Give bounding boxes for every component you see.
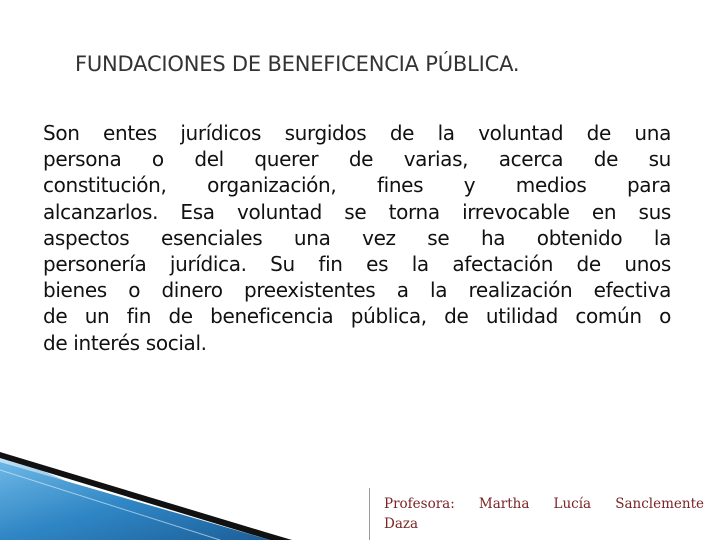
footer-credit: [384, 494, 704, 534]
body-line: bienes o dinero preexistentes a la realización efectiva: [43, 278, 671, 303]
body-line: aspectos esenciales una vez se ha obtenido la: [43, 225, 671, 250]
body-line: constitución, organización, fines y medios para: [43, 173, 671, 198]
body-line: Son entes jurídicos surgidos de la voluntad de una: [43, 121, 671, 145]
body-line: persona o del querer de varias, acerca de su: [43, 147, 671, 172]
body-line: alcanzarlos. Esa voluntad se torna irrevocable en sus: [43, 199, 671, 224]
footer-line: Profesora: Martha Lucía Sanclemente: [384, 496, 704, 512]
body-line: de un fin de beneficencia pública, de utilidad común o: [43, 304, 671, 329]
slide-title: FUNDACIONES DE BENEFICENCIA PÚBLICA.: [75, 52, 520, 76]
blue-wedge: [0, 462, 270, 540]
body-line: personería jurídica. Su fin es la afectación de unos: [43, 252, 671, 277]
footer-divider: [369, 488, 370, 540]
body-paragraph: [43, 120, 671, 356]
body-line: de interés social.: [43, 330, 207, 355]
footer-line: Daza: [384, 516, 419, 532]
